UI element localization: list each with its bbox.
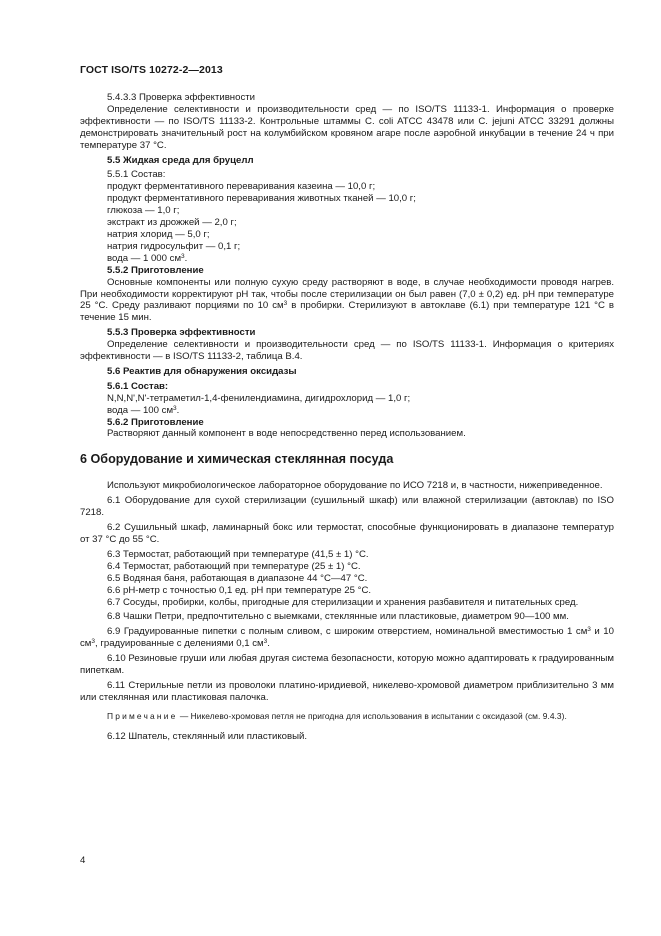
composition-item: N,N,N',N'-тетраметил-1,4-фенилендиамина, дигидрохлорид — 1,0 г; [107, 392, 411, 404]
clause-5-6-2-text: Растворяют данный компонент в воде непосредственно перед использованием. [107, 428, 466, 440]
item-6-9: 6.9 Градуированные пипетки с полным сливом, с широким отверстием, номинальной вместимостью 1 $см^3$ и 10 $см^3$, градуированные с делениями 0,1 $см^3$. [80, 626, 614, 650]
item-6-12: 6.12 Шпатель, стеклянный или пластиковый. [107, 730, 308, 742]
item-6-11: 6.11 Стерильные петли из проволоки платино-иридиевой, никелево-хромовой диаметром приблизительно 3 мм или стеклянная или пластиковая палочка. [80, 679, 614, 703]
section-6-intro: Используют микробиологическое лабораторное оборудование по ИСО 7218 и, в частности, нижеприведенное. [107, 480, 603, 492]
item-6-3: 6.3 Термостат, работающий при температуре (41,5 ± 1) °C. [107, 548, 369, 560]
document-body [80, 92, 614, 743]
composition-item: экстракт из дрожжей — 2,0 г; [107, 217, 237, 229]
clause-5-5-3-title: 5.5.3 Проверка эффективности [107, 327, 256, 339]
composition-item-water: вода — 1 000 $см^3$. [107, 252, 188, 264]
section-5-5-title: 5.5 Жидкая среда для бруцелл [107, 154, 254, 166]
item-6-4: 6.4 Термостат, работающий при температуре (25 ± 1) °C. [107, 560, 361, 572]
composition-item: натрия хлорид — 5,0 г; [107, 228, 210, 240]
page-number: 4 [80, 855, 86, 866]
clause-5-6-1-title: 5.6.1 Состав: [107, 380, 169, 392]
composition-item-water: вода — 100 $см^3$. [107, 404, 180, 416]
item-6-1: 6.1 Оборудование для сухой стерилизации (сушильный шкаф) или влажной стерилизации (автоклав) по ISO 7218. [80, 495, 614, 519]
note-label: Примечание [107, 710, 178, 721]
section-5-6-title: 5.6 Реактив для обнаружения оксидазы [107, 365, 297, 377]
item-6-2: 6.2 Сушильный шкаф, ламинарный бокс или термостат, способные функционировать в диапазоне температур от 37 °C до 55 °C. [80, 522, 614, 545]
clause-5-4-3-3-text: Определение селективности и производительности сред — по ISO/TS 11133-1. Информация о проверке эффективности — по ISO/TS 11133-2. Контрольные штаммы C. coli ATCC 43478 или C. jejuni ATCC 33291 должны демонстрировать значительный рост на колумбийском кровяном агаре после аэробной инкубации в течение 24 ч при температуре 37 °C. [80, 103, 614, 151]
item-6-6: 6.6 pH-метр с точностью 0,1 ед. pH при температуре 25 °C. [107, 584, 372, 596]
item-6-8: 6.8 Чашки Петри, предпочтительно с выемками, стеклянные или пластиковые, диаметром 90—100 мм. [107, 611, 569, 623]
item-6-5: 6.5 Водяная баня, работающая в диапазоне 44 °C—47 °C. [107, 572, 368, 584]
composition-item: продукт ферментативного переваривания животных тканей — 10,0 г; [107, 193, 416, 205]
document-header: ГОСТ ISO/TS 10272-2—2013 [80, 64, 223, 76]
composition-item: глюкоза — 1,0 г; [107, 205, 180, 217]
composition-item: натрия гидросульфит — 0,1 г; [107, 240, 241, 252]
note-text: — Никелево-хромовая петля не пригодна для использования в испытании с оксидазой (см. 9.4.3). [177, 710, 567, 721]
clause-5-6-2-title: 5.6.2 Приготовление [107, 416, 204, 428]
clause-5-5-1-title: 5.5.1 Состав: [107, 169, 166, 181]
clause-5-4-3-3-title: 5.4.3.3 Проверка эффективности [107, 92, 255, 103]
composition-item: продукт ферментативного переваривания казеина — 10,0 г; [107, 181, 376, 193]
note [80, 711, 614, 722]
clause-5-5-3-text: Определение селективности и производительности сред — по ISO/TS 11133-1. Информация о критериях эффективности — в ISO/TS 11133-2, таблица В.4. [80, 339, 614, 363]
item-6-7: 6.7 Сосуды, пробирки, колбы, пригодные для стерилизации и хранения разбавителя и питательных сред. [107, 596, 579, 608]
item-6-10: 6.10 Резиновые груши или любая другая система безопасности, которую можно адаптировать к градуированным пипеткам. [80, 653, 614, 677]
clause-5-5-2-title: 5.5.2 Приготовление [107, 264, 204, 276]
clause-5-5-2-text: Основные компоненты или полную сухую среду растворяют в воде, в случае необходимости проводя нагрев. При необходимости корректируют pH так, чтобы после стерилизации он был равен (7,0 ± 0,2) ед. pH при температуре 25 °C. Среду разливают порциями по 10 $см^3$ в пробирки. Стерилизуют в автоклаве (6.1) при температуре 121 °C в течение 15 мин. [80, 276, 614, 324]
section-6-title: 6 Оборудование и химическая стеклянная посуда [80, 452, 394, 467]
